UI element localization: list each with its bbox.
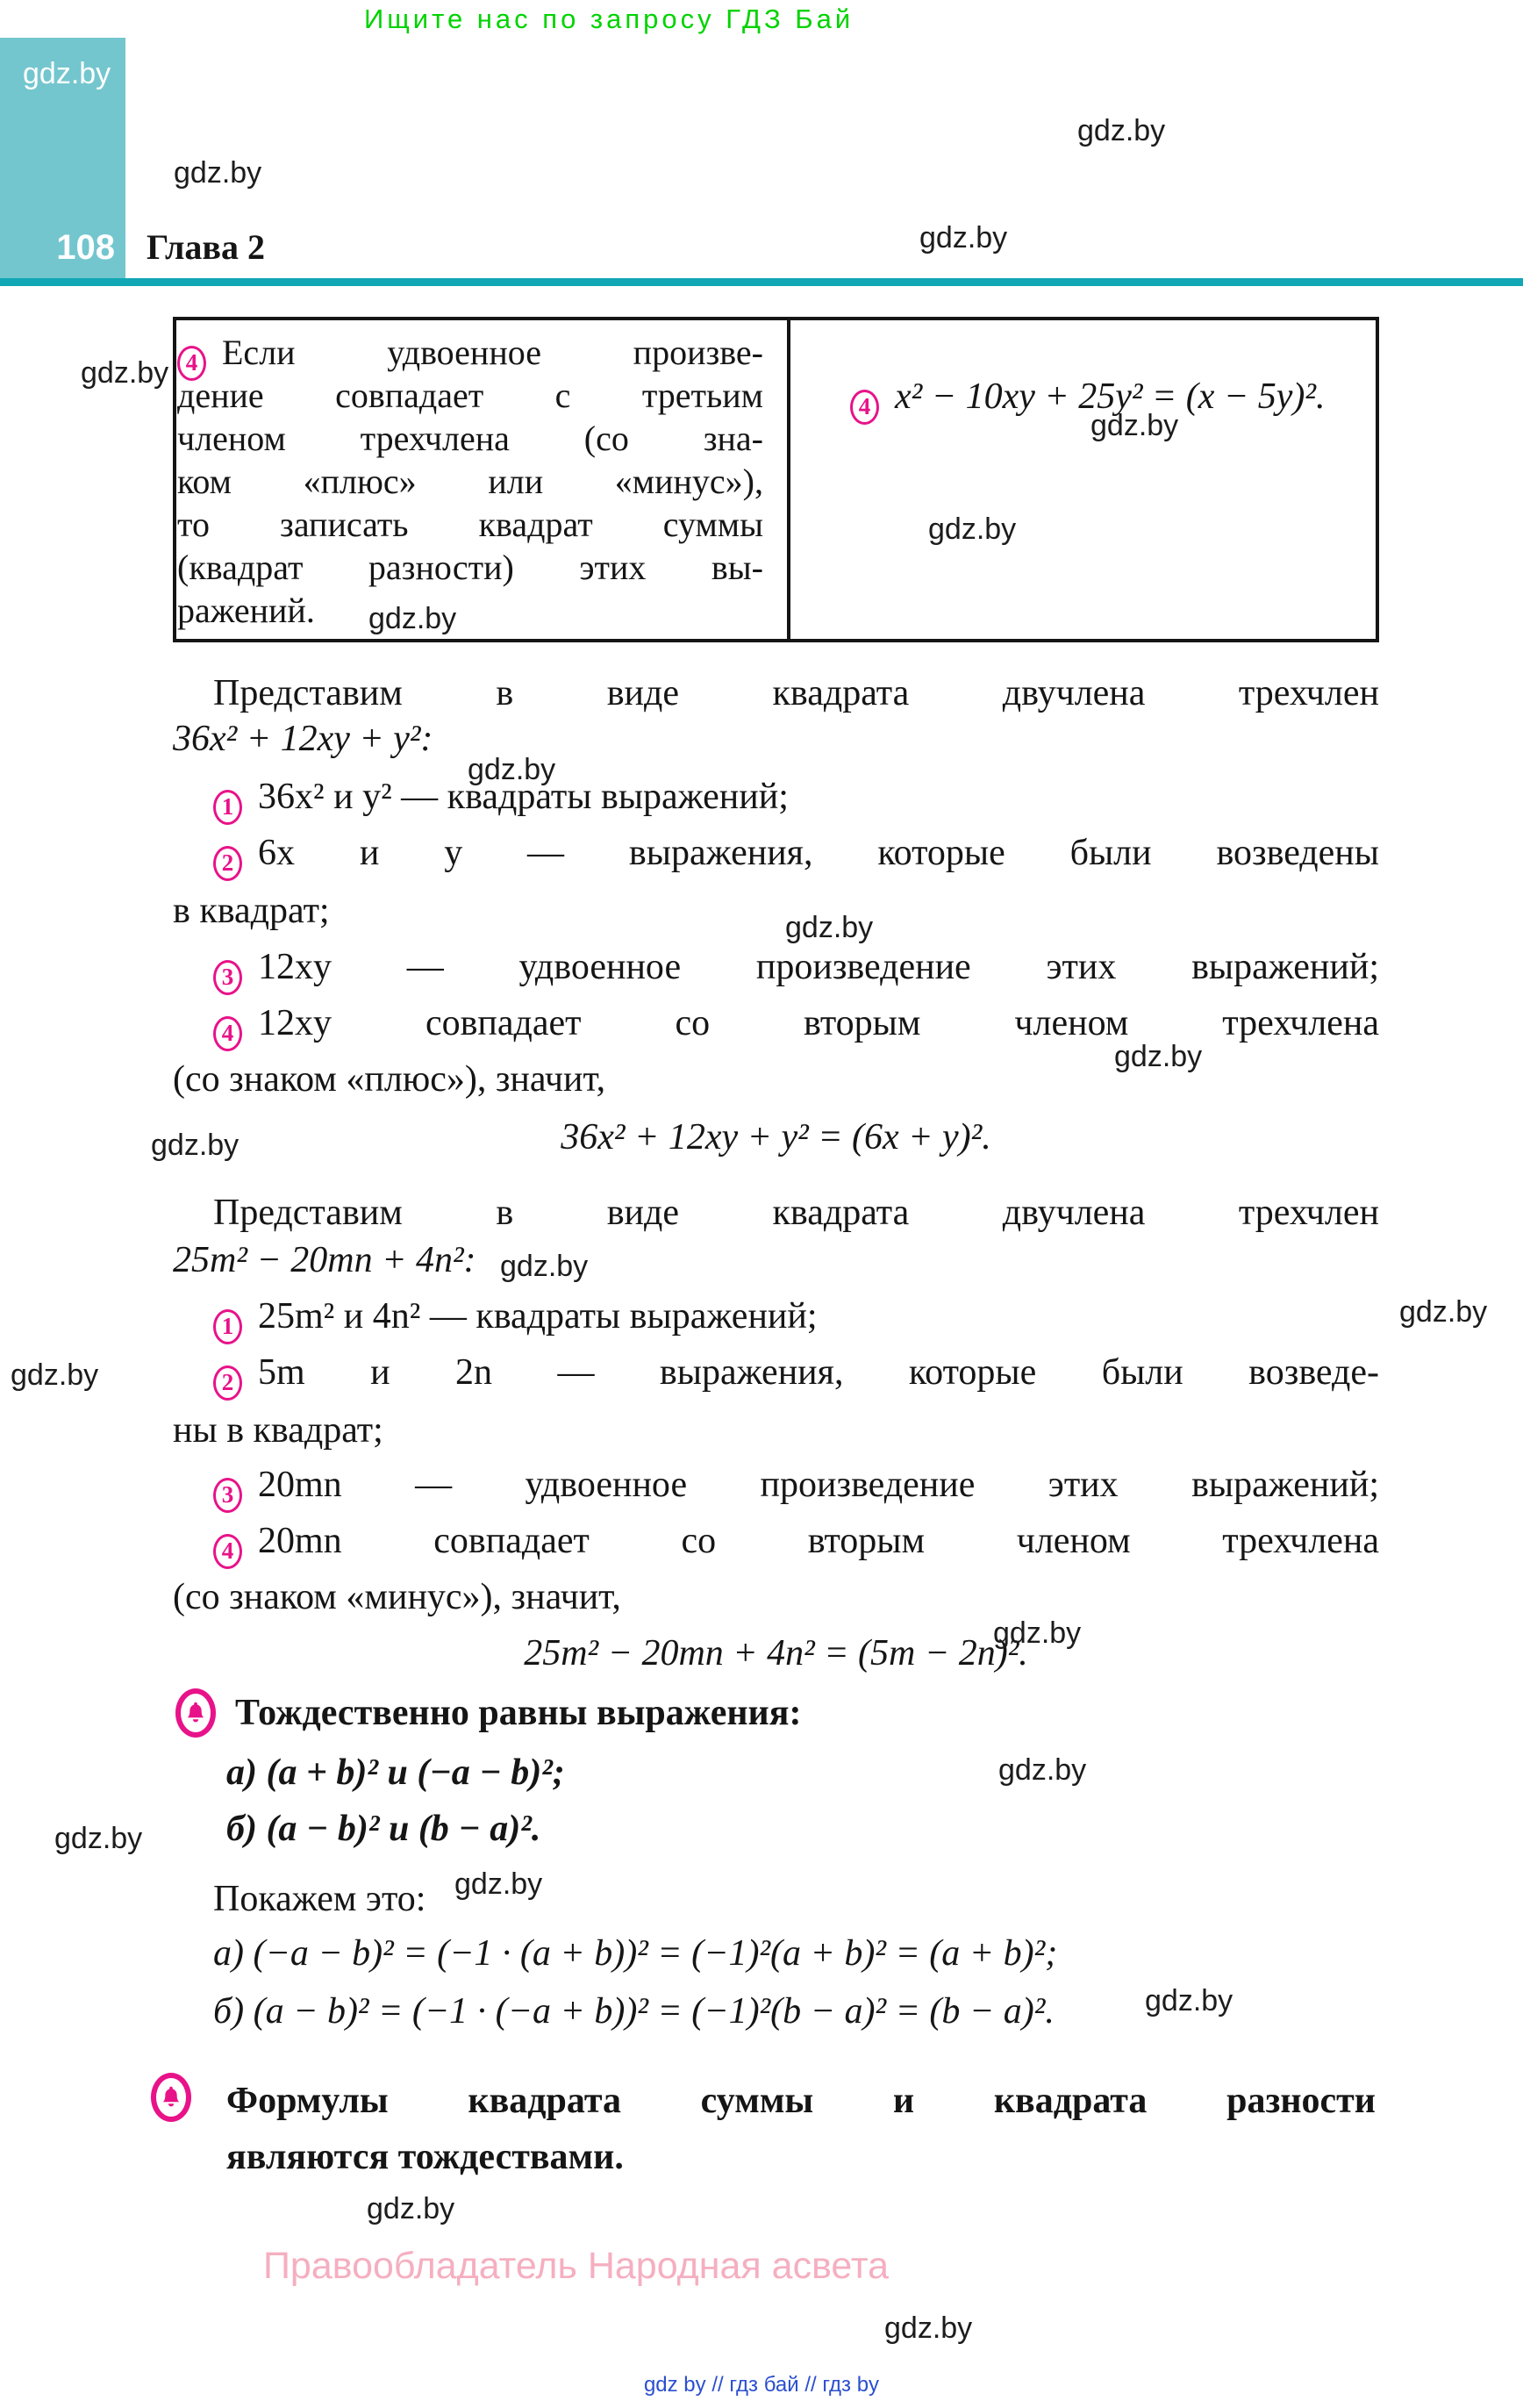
watermark: gdz.by — [151, 1129, 240, 1162]
watermark: gdz.by — [884, 2311, 973, 2345]
text-line-9 — [213, 1193, 1379, 1233]
text-content: (со знаком «минус»), значит, — [173, 1577, 621, 1617]
circled-number-icon: 1 — [213, 1309, 242, 1344]
text-content: 25m² − 20mn + 4n²: — [173, 1240, 476, 1280]
text-content: Представим в виде квадрата двучлена трехчлен — [213, 673, 1379, 713]
circled-number-icon: 4 — [213, 1534, 242, 1569]
circled-number-icon: 4 — [850, 390, 879, 425]
text-content: Тождественно равны выражения: — [235, 1693, 802, 1733]
watermark: gdz.by — [1399, 1295, 1488, 1329]
text-line-17 — [173, 1634, 1379, 1673]
text-content: Если удвоенное произве- — [222, 333, 763, 372]
watermark: gdz.by — [54, 1822, 143, 1855]
circled-number-icon: 1 — [213, 790, 242, 825]
text-content: дение совпадает с третьим — [177, 376, 763, 415]
text-content: то записать квадрат суммы — [177, 505, 763, 544]
watermark: gdz.by — [11, 1358, 99, 1392]
footer-separator-slashes: // — [804, 2373, 817, 2397]
watermark: gdz.by — [367, 2192, 455, 2225]
footer-link-gdz-bai[interactable]: гдз бай — [729, 2373, 799, 2397]
watermark: gdz.by — [1077, 114, 1166, 147]
text-content: а) (−a − b)² = (−1 · (a + b))² = (−1)²(a + b)² = (a + b)²; — [213, 1933, 1058, 1974]
watermark: gdz.by — [368, 602, 457, 635]
watermark: gdz.by — [1145, 1984, 1233, 2017]
text-line-25 — [226, 2138, 624, 2177]
watermark: gdz.by — [174, 156, 262, 190]
text-line-10 — [173, 1241, 476, 1280]
text-content: ком «плюс» или «минус»), — [177, 462, 763, 501]
text-content: в квадрат; — [173, 891, 330, 931]
watermark: gdz.by — [993, 1616, 1082, 1650]
text-content: 25m² − 20mn + 4n² = (5m − 2n)². — [524, 1633, 1028, 1673]
text-line-4 — [173, 892, 330, 931]
text-line-item-4 — [213, 1522, 1379, 1569]
text-content: членом трехчлена (со зна- — [177, 419, 763, 458]
text-content: Представим в виде квадрата двучлена трехчлен — [213, 1193, 1379, 1233]
text-content: (со знаком «плюс»), значит, — [173, 1059, 606, 1100]
watermark: gdz.by — [81, 356, 169, 390]
text-content: Покажем это: — [213, 1879, 426, 1919]
footer-link-gdz-by2[interactable]: гдз by — [822, 2373, 880, 2397]
watermark: gdz.by — [928, 512, 1017, 546]
text-line-8 — [173, 1118, 1379, 1157]
text-line-0 — [213, 674, 1379, 713]
text-content: Формулы квадрата суммы и квадрата разности — [226, 2081, 1376, 2121]
watermark: gdz.by — [1114, 1040, 1203, 1073]
watermark: gdz.by — [454, 1867, 543, 1901]
text-content: 20mn совпадает со вторым членом трехчлена — [258, 1521, 1379, 1561]
text-line-1 — [173, 720, 433, 759]
chapter-title: Глава 2 — [147, 227, 265, 267]
circled-number-icon: 2 — [213, 1365, 242, 1401]
text-line-13 — [173, 1411, 383, 1451]
text-line-18 — [235, 1694, 801, 1733]
page-number-panel — [0, 38, 125, 280]
text-line-item-2 — [213, 834, 1379, 881]
text-content: а) (a + b)² и (−a − b)²; — [226, 1752, 565, 1793]
text-line-item-4 — [213, 1004, 1379, 1051]
text-content: б) (a − b)² и (b − a)². — [226, 1809, 541, 1849]
bell-icon — [183, 1700, 208, 1726]
text-content: 36x² + 12xy + y²: — [173, 719, 433, 759]
watermark: gdz.by — [468, 753, 556, 786]
footer-separator-slashes: // — [711, 2373, 724, 2397]
circled-number-icon: 2 — [213, 846, 242, 881]
text-content: 20mn — удвоенное произведение этих выражений; — [258, 1465, 1379, 1505]
rule-text-line-item-4 — [177, 333, 763, 381]
circled-number-icon: 3 — [213, 960, 242, 995]
text-content: ражений. — [177, 591, 315, 630]
text-content: 6x и y — выражения, которые были возведены — [258, 833, 1379, 873]
text-content: 36x² + 12xy + y² = (6x + y)². — [561, 1117, 991, 1157]
text-line-23 — [213, 1992, 1055, 2032]
text-line-20 — [226, 1810, 540, 1849]
circled-number-icon: 4 — [213, 1016, 242, 1051]
text-line-item-1 — [213, 1297, 818, 1344]
text-line-item-3 — [213, 1466, 1379, 1513]
rule-example-formula — [813, 338, 1325, 464]
rule-text-line-2 — [177, 419, 763, 457]
bell-note-icon — [151, 2073, 191, 2122]
bell-note-icon — [175, 1688, 216, 1738]
page-number: 108 — [56, 228, 115, 267]
text-content: ны в квадрат; — [173, 1410, 383, 1451]
circled-number-icon: 4 — [177, 346, 206, 381]
rule-text-line-6 — [177, 591, 315, 629]
watermark: gdz.by — [785, 911, 874, 944]
text-content: 36x² и y² — квадраты выражений; — [258, 777, 789, 817]
text-line-7 — [173, 1060, 605, 1100]
footer-link-gdz-by[interactable]: gdz by — [643, 2373, 706, 2397]
text-line-item-3 — [213, 948, 1379, 995]
text-content: (квадрат разности) этих вы- — [177, 548, 763, 587]
text-line-22 — [213, 1934, 1057, 1974]
rule-text-line-4 — [177, 505, 763, 543]
text-content: б) (a − b)² = (−1 · (−a + b))² = (−1)²(b − a)² = (b − a)². — [213, 1991, 1055, 2032]
text-content: 12xy совпадает со вторым членом трехчлена — [258, 1003, 1379, 1043]
watermark: gdz.by — [1090, 409, 1179, 442]
sidebar-watermark: gdz.by — [23, 57, 111, 90]
rule-table-divider — [787, 317, 790, 642]
rule-text-line-5 — [177, 548, 763, 586]
text-content: 5m и 2n — выражения, которые были возведе- — [258, 1352, 1379, 1393]
text-line-16 — [173, 1578, 621, 1617]
rule-text-line-1 — [177, 376, 763, 414]
circled-number-icon: 3 — [213, 1478, 242, 1513]
text-line-item-2 — [213, 1353, 1379, 1401]
text-content: 25m² и 4n² — квадраты выражений; — [258, 1296, 818, 1337]
formula-text: x² − 10xy + 25y² = (x − 5y)². — [895, 376, 1326, 418]
watermark: gdz.by — [919, 221, 1008, 254]
text-line-21 — [213, 1880, 425, 1919]
text-line-19 — [226, 1753, 565, 1793]
bell-icon — [159, 2084, 183, 2111]
watermark: gdz.by — [998, 1753, 1087, 1787]
rule-text-line-3 — [177, 462, 763, 500]
text-content: 12xy — удвоенное произведение этих выражений; — [258, 947, 1379, 987]
promo-text: Ищите нас по запросу ГДЗ Бай — [364, 4, 854, 34]
header-divider — [0, 278, 1523, 286]
text-line-24 — [226, 2082, 1376, 2121]
footer-links — [0, 2373, 1523, 2397]
text-content: являются тождествами. — [226, 2137, 624, 2177]
copyright-text: Правообладатель Народная асвета — [263, 2245, 890, 2287]
watermark: gdz.by — [500, 1250, 589, 1283]
